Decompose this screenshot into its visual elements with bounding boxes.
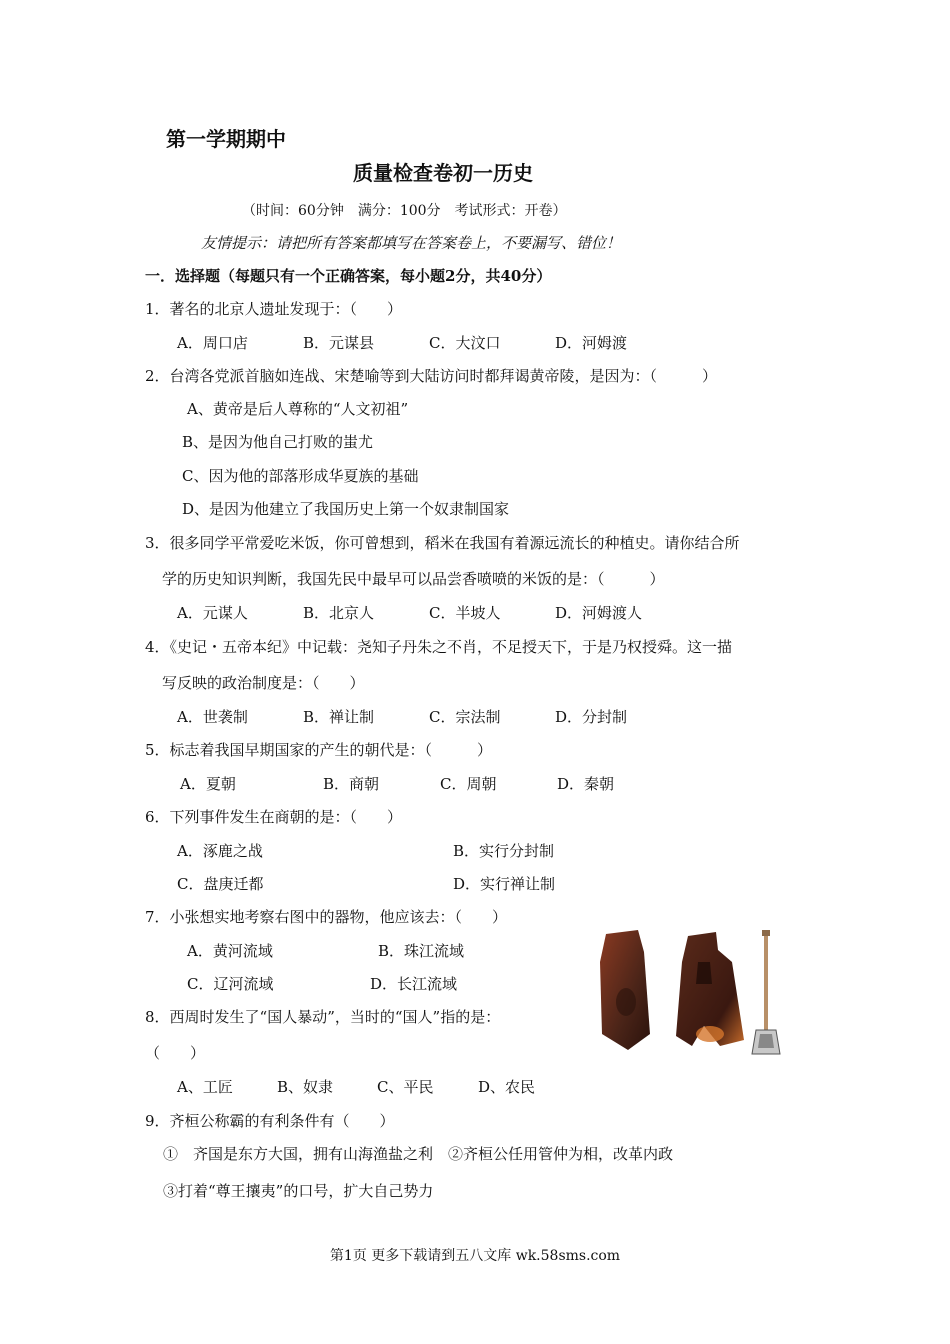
question-8-option-c: C、平民 [377,1078,434,1096]
question-5-options [0,774,950,794]
question-4-option-b: B．禅让制 [303,708,375,726]
question-3-option-a: A．元谋人 [177,604,248,622]
question-8-stem-line1: 8．西周时发生了“国人暴动”，当时的“国人”指的是： [145,1008,501,1026]
exam-title-line1: 第一学期期中 [166,127,286,151]
question-8-option-a: A、工匠 [177,1078,233,1096]
question-2-option-c: C、因为他的部落形成华夏族的基础 [182,467,419,485]
question-7-stem: 7．小张想实地考察右图中的器物，他应该去：（ ） [145,908,508,926]
question-9-statements-line1: ① 齐国是东方大国，拥有山海渔盐之利 ②齐桓公任用管仲为相，改革内政 [163,1145,674,1163]
question-6-option-d: D．实行禅让制 [453,875,556,893]
question-1-option-b: B．元谋县 [303,334,375,352]
question-1-option-d: D．河姆渡 [555,334,628,352]
question-4-option-a: A．世袭制 [177,708,248,726]
question-3-stem-line2: 学的历史知识判断，我国先民中最早可以品尝香喷喷的米饭的是：（ ） [162,570,665,588]
question-5-option-c: C．周朝 [440,775,497,793]
question-9-stem: 9．齐桓公称霸的有利条件有（ ） [145,1112,395,1130]
question-5-stem: 5．标志着我国早期国家的产生的朝代是：（ ） [145,741,493,759]
question-8-options [0,1077,950,1097]
question-2-option-a: A、黄帝是后人尊称的“人文初祖” [187,400,409,418]
question-3-options [0,603,950,623]
question-4-option-c: C．宗法制 [429,708,501,726]
question-5-option-d: D．秦朝 [557,775,615,793]
section-heading: 一．选择题（每题只有一个正确答案，每小题2分，共40分） [145,267,552,285]
bronze-artifacts-illustration [592,922,792,1062]
question-1-stem: 1．著名的北京人遗址发现于：（ ） [145,300,403,318]
question-6-stem: 6．下列事件发生在商朝的是：（ ） [145,808,403,826]
question-7-option-c: C．辽河流域 [187,975,274,993]
question-2-stem: 2．台湾各党派首脑如连战、宋楚喻等到大陆访问时都拜谒黄帝陵，是因为：（ ） [145,367,718,385]
question-7-option-b: B．珠江流域 [378,942,465,960]
question-4-stem-line1: 4．《史记・五帝本纪》中记载：尧知子丹朱之不肖，不足授天下，于是乃权授舜。这一描 [145,638,733,656]
question-6-options-row1 [0,841,950,861]
question-9-statements-line2: ③打着“尊王攘夷”的口号，扩大自己势力 [163,1182,434,1200]
question-5-option-b: B．商朝 [323,775,380,793]
question-8-option-b: B、奴隶 [277,1078,334,1096]
question-1-options [0,333,950,353]
question-4-stem-line2: 写反映的政治制度是：（ ） [162,674,365,692]
exam-title-line2: 质量检查卷初一历史 [353,161,533,185]
question-1-option-c: C．大汶口 [429,334,501,352]
question-4-option-d: D．分封制 [555,708,628,726]
question-3-stem-line1: 3．很多同学平常爱吃米饭，你可曾想到，稻米在我国有着源远流长的种植史。请你结合所 [145,534,740,552]
question-2-option-d: D、是因为他建立了我国历史上第一个奴隶制国家 [182,500,510,518]
friendly-tip: 友情提示：请把所有答案都填写在答案卷上，不要漏写、错位！ [201,234,622,252]
question-3-option-c: C．半坡人 [429,604,501,622]
question-6-options-row2 [0,874,950,894]
question-7-options-row1 [0,941,950,961]
question-7-options-row2 [0,974,950,994]
question-3-option-b: B．北京人 [303,604,375,622]
bronze-artifacts-image [592,922,792,1062]
question-3-option-d: D．河姆渡人 [555,604,643,622]
question-4-options [0,707,950,727]
question-8-option-d: D、农民 [478,1078,536,1096]
question-2-option-b: B、是因为他自己打败的蚩尤 [182,433,374,451]
question-6-option-c: C．盘庚迁都 [177,875,264,893]
question-7-option-d: D．长江流域 [370,975,458,993]
question-6-option-a: A．涿鹿之战 [177,842,263,860]
page-footer: 第1页 更多下载请到五八文库 wk.58sms.com [329,1248,621,1264]
question-1-option-a: A．周口店 [177,334,248,352]
question-8-stem-line2: （ ） [145,1044,206,1062]
question-6-option-b: B．实行分封制 [453,842,555,860]
exam-meta: （时间：60分钟 满分：100分 考试形式：开卷） [242,203,567,219]
question-7-option-a: A．黄河流域 [187,942,273,960]
question-5-option-a: A．夏朝 [180,775,236,793]
